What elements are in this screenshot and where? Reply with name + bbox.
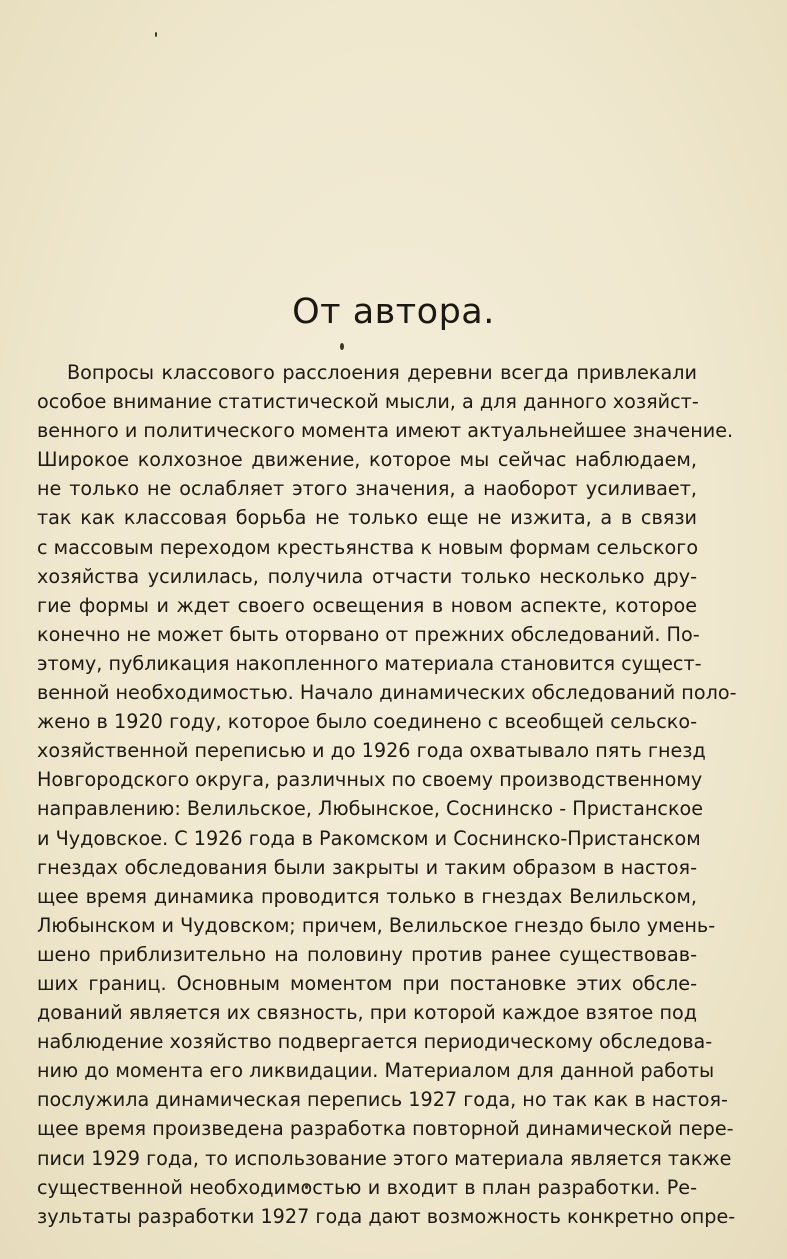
text-line: Новгородского округа, различных по своему производственному	[37, 768, 703, 792]
text-line: конечно не может быть оторвано от прежних обследований. По-	[37, 622, 700, 646]
text-line: не только не ослабляет этого значения, а наоборот усиливает,	[37, 477, 697, 501]
text-line: гие формы и ждет своего освещения в новом аспекте, которое	[37, 593, 697, 617]
text-line: хозяйства усилилась, получила отчасти только несколько дру-	[37, 564, 697, 588]
text-line: направлению: Велильское, Любынское, Соснинско - Пристанское	[37, 797, 704, 821]
text-line: писи 1929 года, то использование этого материала является также	[37, 1146, 732, 1170]
text-line: ших границ. Основным моментом при постановке этих обсле-	[37, 971, 697, 995]
text-line: венной необходимостью. Начало динамических обследований поло-	[37, 681, 737, 705]
text-line: Вопросы классового расслоения деревни всегда привлекали	[67, 361, 697, 384]
text-line: хозяйственной переписью и до 1926 года охватывало пять гнезд	[37, 739, 706, 763]
text-line: существенной необходимостью и входит в план разработки. Ре-	[37, 1175, 697, 1199]
ink-speck	[155, 32, 157, 37]
text-line: Любынском и Чудовском; причем, Велильское гнездо было умень-	[37, 913, 716, 937]
text-line: венного и политического момента имеют актуальнейшее значение.	[37, 419, 734, 443]
text-line: и Чудовское. С 1926 года в Ракомском и Соснинско-Пристанском	[37, 826, 701, 850]
text-line: щее время динамика проводится только в гнездах Велильском,	[37, 884, 697, 908]
text-line: наблюдение хозяйство подвергается периодическому обследова-	[37, 1030, 713, 1054]
text-line: нию до момента его ликвидации. Материалом для данной работы	[37, 1059, 715, 1083]
text-line: этому, публикация накопленного материала становится сущест-	[37, 651, 702, 675]
text-line: щее время произведена разработка повторной динамической пере-	[37, 1117, 734, 1141]
text-line: зультаты разработки 1927 года дают возможность конкретно опре-	[37, 1204, 736, 1228]
text-line: гнездах обследования были закрыты и таким образом в настоя-	[37, 855, 697, 879]
body-text	[37, 358, 737, 1231]
ink-speck	[340, 343, 344, 350]
text-line: особое внимание статистической мысли, а для данного хозяйст-	[37, 390, 699, 414]
text-line: шено приблизительно на половину против ранее существовав-	[37, 942, 697, 966]
page-title: От автора.	[292, 292, 495, 332]
text-line: жено в 1920 году, которое было соединено с всеобщей сельско-	[37, 710, 697, 734]
text-line: дований является их связность, при которой каждое взятое под	[37, 1001, 697, 1025]
text-line: с массовым переходом крестьянства к новым формам сельского	[37, 535, 699, 559]
text-line: так как классовая борьба не только еще не изжита, а в связи	[37, 506, 697, 530]
text-line: Широкое колхозное движение, которое мы сейчас наблюдаем,	[37, 448, 697, 472]
text-line: послужила динамическая перепись 1927 года, но так как в настоя-	[37, 1088, 728, 1112]
